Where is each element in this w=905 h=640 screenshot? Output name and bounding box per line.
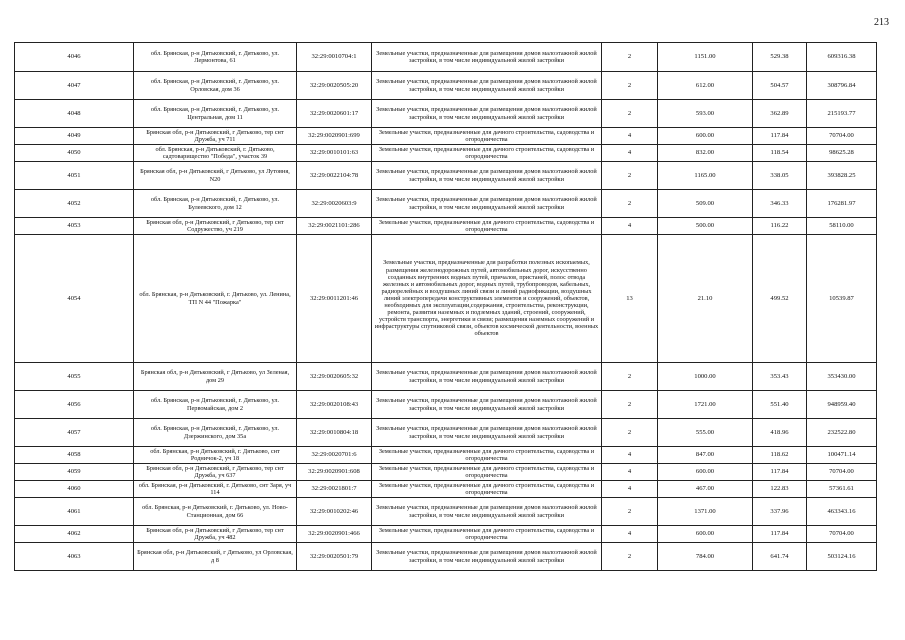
table-row xyxy=(15,419,877,447)
area-cell: 1151.00 xyxy=(658,43,753,72)
use-group-cell: 4 xyxy=(602,128,658,145)
area-cell: 21.10 xyxy=(658,235,753,363)
table-row xyxy=(15,100,877,128)
use-group-cell: 4 xyxy=(602,218,658,235)
cadastral-number-cell: 32:29:0020603:9 xyxy=(297,190,372,218)
cadastral-value-cell: 10539.87 xyxy=(807,235,877,363)
specific-value-cell: 118.54 xyxy=(753,145,807,162)
cadastral-value-cell: 308796.84 xyxy=(807,72,877,100)
cadastral-value-cell: 353430.00 xyxy=(807,363,877,391)
use-group-cell: 4 xyxy=(602,145,658,162)
cadastral-number-cell: 32:29:0010101:63 xyxy=(297,145,372,162)
use-group-cell: 2 xyxy=(602,190,658,218)
cadastral-value-cell: 70704.00 xyxy=(807,464,877,481)
specific-value-cell: 117.84 xyxy=(753,526,807,543)
row-number-cell: 4056 xyxy=(15,391,134,419)
address-cell: обл. Брянская, р-н Дятьковский, г. Дятьково, снт Заря, уч 114 xyxy=(134,481,297,498)
row-number-cell: 4058 xyxy=(15,447,134,464)
use-group-cell: 4 xyxy=(602,447,658,464)
specific-value-cell: 362.89 xyxy=(753,100,807,128)
land-use-cell: Земельные участки, предназначенные для размещения домов малоэтажной жилой застройки, в том числе индивидуальной жилой застройки xyxy=(372,72,602,100)
specific-value-cell: 499.52 xyxy=(753,235,807,363)
address-cell: Брянская обл, р-н Дятьковский, г Дятьково, ул Лутовня, N20 xyxy=(134,162,297,190)
specific-value-cell: 641.74 xyxy=(753,543,807,571)
table-body xyxy=(15,43,877,571)
land-use-cell: Земельные участки, предназначенные для дачного строительства, садоводства и огородничества xyxy=(372,218,602,235)
cadastral-number-cell: 32:29:0021101:286 xyxy=(297,218,372,235)
address-cell: Брянская обл, р-н Дятьковский, г Дятьково, ул Орловская, д 8 xyxy=(134,543,297,571)
specific-value-cell: 338.05 xyxy=(753,162,807,190)
land-use-cell: Земельные участки, предназначенные для дачного строительства, садоводства и огородничества xyxy=(372,481,602,498)
specific-value-cell: 504.57 xyxy=(753,72,807,100)
cadastral-value-cell: 176281.97 xyxy=(807,190,877,218)
cadastral-value-cell: 463343.16 xyxy=(807,498,877,526)
area-cell: 784.00 xyxy=(658,543,753,571)
address-cell: обл. Брянская, р-н Дятьковский, г. Дятьково, снт Родничок-2, уч 18 xyxy=(134,447,297,464)
row-number-cell: 4062 xyxy=(15,526,134,543)
cadastral-number-cell: 32:29:0010804:18 xyxy=(297,419,372,447)
cadastral-number-cell: 32:29:0020601:17 xyxy=(297,100,372,128)
use-group-cell: 2 xyxy=(602,100,658,128)
row-number-cell: 4049 xyxy=(15,128,134,145)
area-cell: 600.00 xyxy=(658,464,753,481)
specific-value-cell: 353.43 xyxy=(753,363,807,391)
land-use-cell: Земельные участки, предназначенные для размещения домов малоэтажной жилой застройки, в том числе индивидуальной жилой застройки xyxy=(372,363,602,391)
land-use-cell: Земельные участки, предназначенные для размещения домов малоэтажной жилой застройки, в том числе индивидуальной жилой застройки xyxy=(372,43,602,72)
address-cell: обл. Брянская, р-н Дятьковский, г. Дятьково, ул. Орловская, дом 36 xyxy=(134,72,297,100)
cadastral-number-cell: 32:29:0011201:46 xyxy=(297,235,372,363)
table-row xyxy=(15,543,877,571)
use-group-cell: 2 xyxy=(602,419,658,447)
use-group-cell: 13 xyxy=(602,235,658,363)
land-use-cell: Земельные участки, предназначенные для размещения домов малоэтажной жилой застройки, в том числе индивидуальной жилой застройки xyxy=(372,419,602,447)
cadastral-value-cell: 100471.14 xyxy=(807,447,877,464)
address-cell: обл. Брянская, р-н Дятьковский, г. Дятьково, ул. Дзержинского, дом 35а xyxy=(134,419,297,447)
use-group-cell: 2 xyxy=(602,498,658,526)
table-row xyxy=(15,162,877,190)
table-row xyxy=(15,43,877,72)
use-group-cell: 2 xyxy=(602,391,658,419)
address-cell: Брянская обл, р-н Дятьковский, г Дятьково, ул Зеленая, дом 29 xyxy=(134,363,297,391)
row-number-cell: 4059 xyxy=(15,464,134,481)
cadastral-value-cell: 58110.00 xyxy=(807,218,877,235)
address-cell: обл. Брянская, р-н Дятьковский, г. Дятьково, ул. Лермонтова, 61 xyxy=(134,43,297,72)
table-row xyxy=(15,145,877,162)
land-use-cell: Земельные участки, предназначенные для дачного строительства, садоводства и огородничества xyxy=(372,526,602,543)
land-use-cell: Земельные участки, предназначенные для дачного строительства, садоводства и огородничества xyxy=(372,145,602,162)
cadastral-number-cell: 32:29:0010202:46 xyxy=(297,498,372,526)
land-use-cell: Земельные участки, предназначенные для размещения домов малоэтажной жилой застройки, в том числе индивидуальной жилой застройки xyxy=(372,190,602,218)
area-cell: 1371.00 xyxy=(658,498,753,526)
row-number-cell: 4046 xyxy=(15,43,134,72)
row-number-cell: 4051 xyxy=(15,162,134,190)
cadastral-value-cell: 57361.61 xyxy=(807,481,877,498)
row-number-cell: 4052 xyxy=(15,190,134,218)
specific-value-cell: 337.96 xyxy=(753,498,807,526)
land-use-cell: Земельные участки, предназначенные для дачного строительства, садоводства и огородничества xyxy=(372,128,602,145)
area-cell: 612.00 xyxy=(658,72,753,100)
address-cell: обл. Брянская, р-н Дятьковский, г. Дятьково, ул. Ново-Станционная, дом 66 xyxy=(134,498,297,526)
row-number-cell: 4063 xyxy=(15,543,134,571)
land-use-cell: Земельные участки, предназначенные для размещения домов малоэтажной жилой застройки, в том числе индивидуальной жилой застройки xyxy=(372,498,602,526)
area-cell: 593.00 xyxy=(658,100,753,128)
cadastral-number-cell: 32:29:0020901:608 xyxy=(297,464,372,481)
specific-value-cell: 117.84 xyxy=(753,464,807,481)
cadastral-value-cell: 609316.38 xyxy=(807,43,877,72)
land-use-cell: Земельные участки, предназначенные для дачного строительства, садоводства и огородничества xyxy=(372,447,602,464)
cadastral-value-cell: 70704.00 xyxy=(807,526,877,543)
row-number-cell: 4050 xyxy=(15,145,134,162)
table-row xyxy=(15,128,877,145)
area-cell: 600.00 xyxy=(658,128,753,145)
cadastral-number-cell: 32:29:0020901:699 xyxy=(297,128,372,145)
table-row xyxy=(15,218,877,235)
cadastral-number-cell: 32:29:0020505:20 xyxy=(297,72,372,100)
table-row xyxy=(15,481,877,498)
land-use-cell: Земельные участки, предназначенные для размещения домов малоэтажной жилой застройки, в том числе индивидуальной жилой застройки xyxy=(372,100,602,128)
address-cell: обл. Брянская, р-н Дятьковский, г. Дятьково, садтоварищество "Победа", участок 39 xyxy=(134,145,297,162)
cadastral-value-cell: 948959.40 xyxy=(807,391,877,419)
specific-value-cell: 529.38 xyxy=(753,43,807,72)
row-number-cell: 4053 xyxy=(15,218,134,235)
page-number: 213 xyxy=(874,17,889,28)
row-number-cell: 4048 xyxy=(15,100,134,128)
land-use-cell: Земельные участки, предназначенные для размещения домов малоэтажной жилой застройки, в том числе индивидуальной жилой застройки xyxy=(372,391,602,419)
use-group-cell: 2 xyxy=(602,72,658,100)
use-group-cell: 4 xyxy=(602,526,658,543)
use-group-cell: 2 xyxy=(602,43,658,72)
cadastral-value-cell: 70704.00 xyxy=(807,128,877,145)
cadastral-value-cell: 215193.77 xyxy=(807,100,877,128)
land-use-cell: Земельные участки, предназначенные для размещения домов малоэтажной жилой застройки, в том числе индивидуальной жилой застройки xyxy=(372,543,602,571)
cadastral-number-cell: 32:29:0020701:6 xyxy=(297,447,372,464)
use-group-cell: 4 xyxy=(602,481,658,498)
land-use-cell: Земельные участки, предназначенные для дачного строительства, садоводства и огородничества xyxy=(372,464,602,481)
cadastral-number-cell: 32:29:0010704:1 xyxy=(297,43,372,72)
area-cell: 832.00 xyxy=(658,145,753,162)
area-cell: 1165.00 xyxy=(658,162,753,190)
address-cell: обл. Брянская, р-н Дятьковский, г. Дятьково, ул. Первомайская, дом 2 xyxy=(134,391,297,419)
area-cell: 600.00 xyxy=(658,526,753,543)
cadastral-number-cell: 32:29:0020501:79 xyxy=(297,543,372,571)
table-row xyxy=(15,447,877,464)
use-group-cell: 4 xyxy=(602,464,658,481)
cadastral-number-cell: 32:29:0022104:78 xyxy=(297,162,372,190)
address-cell: Брянская обл, р-н Дятьковский, г Дятьково, тер снт Дружба, уч 482 xyxy=(134,526,297,543)
cadastral-number-cell: 32:29:0020108:43 xyxy=(297,391,372,419)
specific-value-cell: 117.84 xyxy=(753,128,807,145)
area-cell: 1721.00 xyxy=(658,391,753,419)
cadastral-number-cell: 32:29:0021801:7 xyxy=(297,481,372,498)
row-number-cell: 4061 xyxy=(15,498,134,526)
cadastral-value-cell: 503124.16 xyxy=(807,543,877,571)
land-use-cell: Земельные участки, предназначенные для разработки полезных ископаемых, размещения железнодорожных путей, автомобильных дорог, искусственно созданных внутренних водных путей, причалов, пристаней, полос отвода железных и автомобильных дорог, водных путей, трубопроводов, кабельных, радиорелейных и воздушных линий связи и линий радиофикации, воздушных линий электропередачи конструктивных элементов и сооружений, объектов, необходимых для эксплуатации,содержания, строительства, реконструкции, ремонта, развития наземных и подземных зданий, строений, сооружений, устройств транспорта, энергетики и связи; размещения наземных сооружений и инфраструктуры спутниковой связи, объектов космической деятельности, военных объектов xyxy=(372,235,602,363)
use-group-cell: 2 xyxy=(602,363,658,391)
address-cell: Брянская обл, р-н Дятьковский, г Дятьково, тер снт Содружество, уч 219 xyxy=(134,218,297,235)
row-number-cell: 4060 xyxy=(15,481,134,498)
cadastral-value-cell: 393828.25 xyxy=(807,162,877,190)
specific-value-cell: 118.62 xyxy=(753,447,807,464)
area-cell: 509.00 xyxy=(658,190,753,218)
row-number-cell: 4054 xyxy=(15,235,134,363)
use-group-cell: 2 xyxy=(602,543,658,571)
row-number-cell: 4055 xyxy=(15,363,134,391)
specific-value-cell: 346.33 xyxy=(753,190,807,218)
row-number-cell: 4057 xyxy=(15,419,134,447)
cadastral-number-cell: 32:29:0020901:466 xyxy=(297,526,372,543)
address-cell: обл. Брянская, р-н Дятьковский, г. Дятьково, ул. Центральная, дом 11 xyxy=(134,100,297,128)
cadastral-value-cell: 98625.28 xyxy=(807,145,877,162)
address-cell: обл. Брянская, р-н Дятьковский, г. Дятьково, ул. Ленина, ТП N 44 "Пожарка" xyxy=(134,235,297,363)
use-group-cell: 2 xyxy=(602,162,658,190)
table-row xyxy=(15,526,877,543)
cadastral-value-table xyxy=(14,42,877,571)
specific-value-cell: 551.40 xyxy=(753,391,807,419)
specific-value-cell: 122.83 xyxy=(753,481,807,498)
table-row xyxy=(15,235,877,363)
area-cell: 1000.00 xyxy=(658,363,753,391)
table-row xyxy=(15,464,877,481)
cadastral-value-cell: 232522.80 xyxy=(807,419,877,447)
table-row xyxy=(15,363,877,391)
area-cell: 500.00 xyxy=(658,218,753,235)
address-cell: Брянская обл, р-н Дятьковский, г Дятьково, тер снт Дружба, уч 711 xyxy=(134,128,297,145)
table-row xyxy=(15,190,877,218)
address-cell: обл. Брянская, р-н Дятьковский, г. Дятьково, ул. Булеевского, дом 12 xyxy=(134,190,297,218)
specific-value-cell: 116.22 xyxy=(753,218,807,235)
table-row xyxy=(15,391,877,419)
area-cell: 555.00 xyxy=(658,419,753,447)
table-row xyxy=(15,72,877,100)
area-cell: 467.00 xyxy=(658,481,753,498)
land-use-cell: Земельные участки, предназначенные для размещения домов малоэтажной жилой застройки, в том числе индивидуальной жилой застройки xyxy=(372,162,602,190)
cadastral-number-cell: 32:29:0020605:32 xyxy=(297,363,372,391)
table-row xyxy=(15,498,877,526)
area-cell: 847.00 xyxy=(658,447,753,464)
row-number-cell: 4047 xyxy=(15,72,134,100)
address-cell: Брянская обл, р-н Дятьковский, г Дятьково, тер снт Дружба, уч 637 xyxy=(134,464,297,481)
specific-value-cell: 418.96 xyxy=(753,419,807,447)
